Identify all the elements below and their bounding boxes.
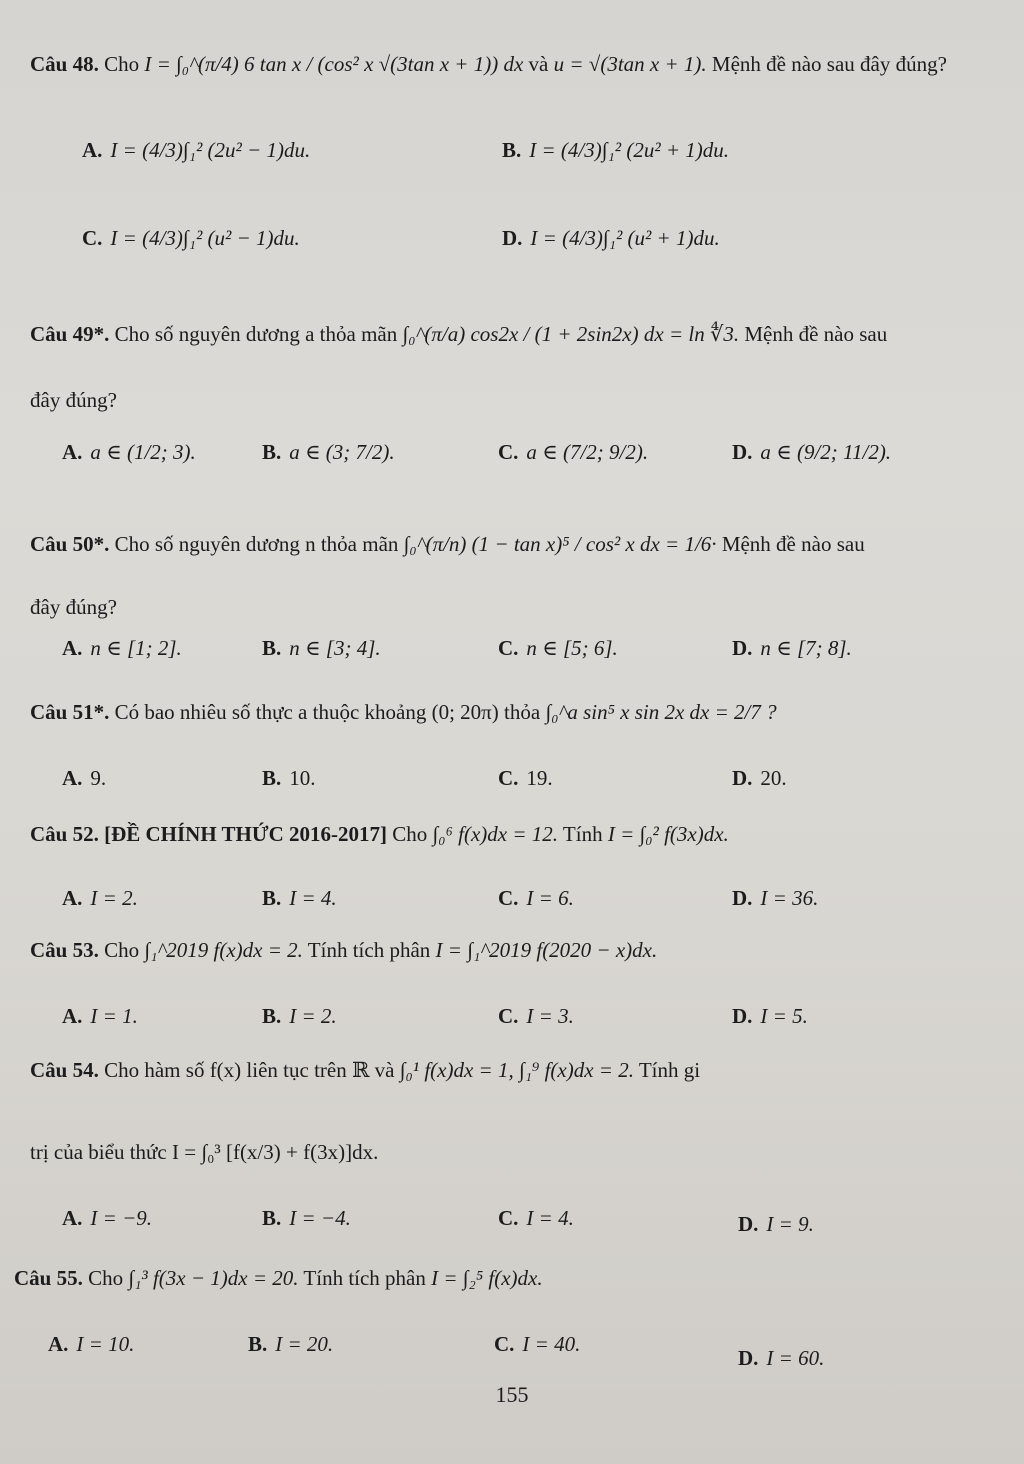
option-b[interactable]: B. I = 4.: [262, 886, 337, 910]
option-d[interactable]: D. I = 60.: [738, 1346, 825, 1370]
question-integral: ∫₀^(π/n) (1 − tan x)⁵ / cos² x dx = 1/6·: [403, 532, 717, 556]
question-label: Câu 53.: [30, 938, 99, 962]
option-c[interactable]: C. n ∈ [5; 6].: [498, 636, 618, 660]
question-52: Câu 52. [ĐỀ CHÍNH THỨC 2016-2017] Cho ∫₀⁶ f(x)dx = 12. Tính I = ∫₀² f(3x)dx.: [30, 822, 729, 846]
page-number: 155: [495, 1382, 529, 1407]
option-a[interactable]: A. I = 1.: [62, 1004, 138, 1028]
question-continuation: đây đúng?: [30, 388, 117, 412]
option-d[interactable]: D. I = 36.: [732, 886, 819, 910]
question-integral: ∫₀⁶ f(x)dx = 12.: [432, 822, 559, 846]
option-b[interactable]: B. I = 20.: [248, 1332, 334, 1356]
question-label: Câu 51*.: [30, 700, 110, 724]
option-a[interactable]: A. 9.: [62, 766, 107, 790]
question-51: Câu 51*. Có bao nhiêu số thực a thuộc khoảng (0; 20π) thỏa ∫₀^a sin⁵ x sin 2x dx = 2/7 ?: [30, 700, 777, 724]
target-integral: I = ∫₁^2019 f(2020 − x)dx.: [435, 938, 658, 962]
question-54: Câu 54. Cho hàm số f(x) liên tục trên ℝ và ∫₀¹ f(x)dx = 1, ∫₁⁹ f(x)dx = 2. Tính gi: [30, 1058, 701, 1082]
question-continuation: đây đúng?: [30, 595, 117, 619]
option-c[interactable]: C. a ∈ (7/2; 9/2).: [498, 440, 649, 464]
question-integral: I = ∫₀^(π/4) 6 tan x / (cos² x √(3tan x + 1)) dx: [144, 52, 524, 76]
option-a[interactable]: A. I = −9.: [62, 1206, 153, 1230]
substitution: u = √(3tan x + 1).: [553, 52, 707, 76]
question-label: Câu 55.: [14, 1266, 83, 1290]
question-48: Câu 48. Cho I = ∫₀^(π/4) 6 tan x / (cos² x √(3tan x + 1)) dx và u = √(3tan x + 1). Mệnh đề nào sau đây đúng?: [30, 52, 947, 76]
option-a[interactable]: A. n ∈ [1; 2].: [62, 636, 182, 660]
option-d[interactable]: D. 20.: [732, 766, 787, 790]
question-integral: ∫₀¹ f(x)dx = 1, ∫₁⁹ f(x)dx = 2.: [399, 1058, 634, 1082]
question-label: Câu 48.: [30, 52, 99, 76]
option-d[interactable]: D. a ∈ (9/2; 11/2).: [732, 440, 892, 464]
option-b[interactable]: B. I = 2.: [262, 1004, 337, 1028]
question-integral: ∫₀^(π/a) cos2x / (1 + 2sin2x) dx = ln ∜3.: [402, 322, 740, 346]
option-c[interactable]: C. I = 6.: [498, 886, 574, 910]
option-c[interactable]: C. I = 40.: [494, 1332, 581, 1356]
target-integral: I = ∫₀² f(3x)dx.: [607, 822, 729, 846]
option-c[interactable]: C. 19.: [498, 766, 553, 790]
option-d[interactable]: D. I = (4/3)∫₁² (u² + 1)du.: [502, 226, 720, 250]
option-b[interactable]: B. I = −4.: [262, 1206, 351, 1230]
question-55: Câu 55. Cho ∫₁³ f(3x − 1)dx = 20. Tính tích phân I = ∫₂⁵ f(x)dx.: [14, 1266, 543, 1290]
option-b[interactable]: B. a ∈ (3; 7/2).: [262, 440, 395, 464]
question-53: Câu 53. Cho ∫₁^2019 f(x)dx = 2. Tính tích phân I = ∫₁^2019 f(2020 − x)dx.: [30, 938, 658, 962]
question-integral: ∫₁^2019 f(x)dx = 2.: [144, 938, 303, 962]
target-integral: I = ∫₂⁵ f(x)dx.: [431, 1266, 543, 1290]
option-d[interactable]: D. n ∈ [7; 8].: [732, 636, 852, 660]
question-label: Câu 54.: [30, 1058, 99, 1082]
question-integral: ∫₁³ f(3x − 1)dx = 20.: [128, 1266, 299, 1290]
question-continuation: trị của biểu thức I = ∫₀³ [f(x/3) + f(3x)]dx.: [30, 1140, 379, 1164]
question-49: Câu 49*. Cho số nguyên dương a thỏa mãn ∫₀^(π/a) cos2x / (1 + 2sin2x) dx = ln ∜3. Mệnh đề nào sau: [30, 322, 888, 346]
option-c[interactable]: C. I = (4/3)∫₁² (u² − 1)du.: [82, 226, 300, 250]
question-label: Câu 52. [ĐỀ CHÍNH THỨC 2016-2017]: [30, 822, 388, 846]
question-label: Câu 49*.: [30, 322, 110, 346]
option-b[interactable]: B. n ∈ [3; 4].: [262, 636, 381, 660]
question-50: Câu 50*. Cho số nguyên dương n thỏa mãn ∫₀^(π/n) (1 − tan x)⁵ / cos² x dx = 1/6· Mệnh đề nào sau: [30, 532, 865, 556]
question-integral: ∫₀^a sin⁵ x sin 2x dx = 2/7 ?: [545, 700, 777, 724]
option-b[interactable]: B. 10.: [262, 766, 316, 790]
question-label: Câu 50*.: [30, 532, 110, 556]
option-a[interactable]: A. I = (4/3)∫₁² (2u² − 1)du.: [82, 138, 311, 162]
option-a[interactable]: A. a ∈ (1/2; 3).: [62, 440, 196, 464]
option-d[interactable]: D. I = 5.: [732, 1004, 808, 1028]
option-d[interactable]: D. I = 9.: [738, 1212, 814, 1236]
option-a[interactable]: A. I = 2.: [62, 886, 138, 910]
option-b[interactable]: B. I = (4/3)∫₁² (2u² + 1)du.: [502, 138, 730, 162]
option-c[interactable]: C. I = 3.: [498, 1004, 574, 1028]
option-c[interactable]: C. I = 4.: [498, 1206, 574, 1230]
option-a[interactable]: A. I = 10.: [48, 1332, 135, 1356]
